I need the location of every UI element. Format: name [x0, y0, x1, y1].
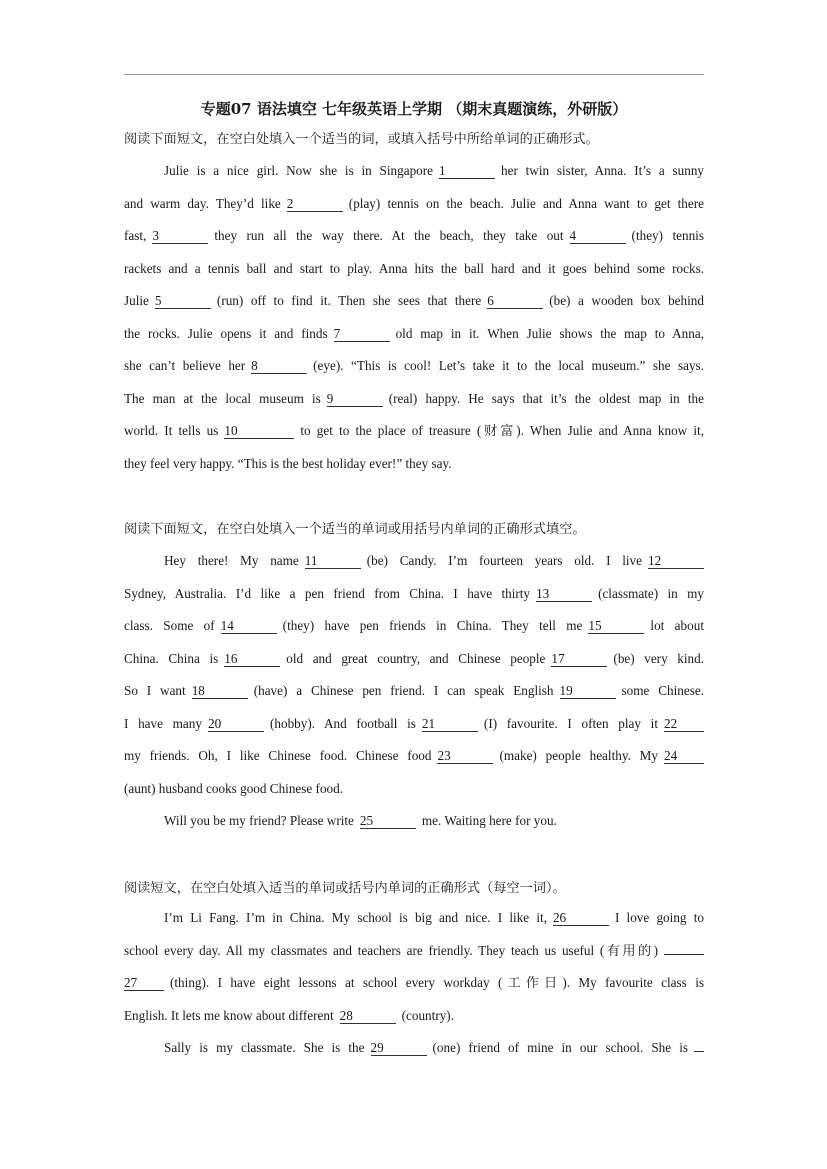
blank-4[interactable]: 4 [570, 229, 626, 244]
blank-9[interactable]: 9 [327, 392, 383, 407]
blank-6[interactable]: 6 [487, 294, 543, 309]
passage-line: the rocks. Julie opens it and finds 7 old map in it. When Julie shows the map to Anna, [124, 325, 704, 341]
passage-line: and warm day. They’d like 2 (play) tennis on the beach. Julie and Anna want to get there [124, 195, 704, 211]
blank-30-start[interactable] [694, 1051, 704, 1052]
blank-10[interactable]: 10 [224, 424, 294, 439]
section2-instruction: 阅读下面短文，在空白处填入一个适当的单词或用括号内单词的正确形式填空。 [124, 522, 586, 537]
blank-12[interactable]: 12 [648, 554, 704, 569]
blank-26[interactable]: 26 [553, 911, 609, 926]
passage-line: Sydney, Australia. I’d like a pen friend from China. I have thirty 13 (classmate) in my [124, 585, 705, 601]
header-rule [124, 74, 704, 75]
blank-19[interactable]: 19 [560, 684, 616, 699]
blank-17[interactable]: 17 [551, 652, 607, 667]
passage-line: my friends. Oh, I like Chinese food. Chinese food 23 (make) people healthy. My 24 [124, 740, 704, 773]
passage-line: So I want 18 (have) a Chinese pen friend. I can speak English 19 some Chinese. [124, 683, 705, 698]
passage-line: I have many 20 (hobby). And football is 21 (I) favourite. I often play it 22 [124, 708, 704, 741]
passage-line: Will you be my friend? Please write 25 me. Waiting here for you. [164, 813, 557, 828]
section1-instruction: 阅读下面短文，在空白处填入一个适当的词，或填入括号中所给单词的正确形式。 [124, 132, 599, 147]
blank-23[interactable]: 23 [437, 749, 493, 764]
blank-24[interactable]: 24 [664, 749, 704, 764]
passage-line: rackets and a tennis ball and start to play. Anna hits the ball hard and it goes behind some rocks. [124, 260, 704, 276]
blank-22[interactable]: 22 [664, 717, 704, 732]
blank-16[interactable]: 16 [224, 652, 280, 667]
blank-21[interactable]: 21 [422, 717, 478, 732]
passage-line: Sally is my classmate. She is the 29 (one) friend of mine in our school. She is [124, 1032, 704, 1065]
blank-20[interactable]: 20 [208, 717, 264, 732]
passage-line: China. China is 16 old and great country, and Chinese people 17 (be) very kind. [124, 650, 704, 666]
passage-line: (aunt) husband cooks good Chinese food. [124, 780, 344, 796]
passage-line: 27 (thing). I have eight lessons at school every workday (工作日). My favourite class is [124, 975, 704, 990]
blank-18[interactable]: 18 [192, 684, 248, 699]
passage-line: I’m Li Fang. I’m in China. My school is big and nice. I like it, 26 I love going to [164, 910, 704, 925]
section1-passage [124, 155, 704, 480]
passage-line: Julie 5 (run) off to find it. Then she sees that there 6 (be) a wooden box behind [124, 293, 704, 308]
blank-25[interactable]: 25 [360, 814, 416, 829]
passage-line: Hey there! My name 11 (be) Candy. I’m fourteen years old. I live 12 [124, 545, 704, 578]
passage-line: they feel very happy. “This is the best holiday ever!” they say. [124, 455, 452, 471]
passage-line: English. It lets me know about different 28 (country). [124, 1007, 454, 1023]
page-title: 专题07 语法填空 七年级英语上学期 （期末真题演练，外研版） [200, 100, 628, 118]
blank-5[interactable]: 5 [155, 294, 211, 309]
blank-27[interactable]: 27 [124, 976, 164, 991]
blank-15[interactable]: 15 [588, 619, 644, 634]
blank-28[interactable]: 28 [340, 1009, 396, 1024]
passage-line: world. It tells us 10 to get to the place of treasure (财富). When Julie and Anna know it, [124, 423, 704, 438]
passage-line: class. Some of 14 (they) have pen friends in China. They tell me 15 lot about [124, 618, 704, 633]
blank-14[interactable]: 14 [221, 619, 277, 634]
section3-instruction: 阅读短文，在空白处填入适当的单词或括号内单词的正确形式（每空一词）。 [124, 881, 566, 896]
passage-line: school every day. All my classmates and teachers are friendly. They teach us useful (有用的) [124, 935, 704, 968]
blank-11[interactable]: 11 [305, 554, 361, 569]
blank-13[interactable]: 13 [536, 587, 592, 602]
blank-8[interactable]: 8 [251, 359, 307, 374]
passage-line: Julie is a nice girl. Now she is in Singapore 1 her twin sister, Anna. It’s a sunny [164, 163, 705, 178]
blank-29[interactable]: 29 [371, 1041, 427, 1056]
blank-3[interactable]: 3 [152, 229, 208, 244]
blank-1[interactable]: 1 [439, 164, 495, 179]
passage-line: fast, 3 they run all the way there. At the beach, they take out 4 (they) tennis [124, 228, 704, 243]
blank-27-start[interactable] [664, 954, 704, 955]
passage-line: she can’t believe her 8 (eye). “This is cool! Let’s take it to the local museum.” she says. [124, 358, 704, 373]
passage-line: The man at the local museum is 9 (real) happy. He says that it’s the oldest map in the [124, 390, 704, 406]
section2-passage [124, 545, 704, 838]
blank-7[interactable]: 7 [334, 327, 390, 342]
blank-2[interactable]: 2 [287, 197, 343, 212]
section3-passage [124, 902, 704, 1065]
